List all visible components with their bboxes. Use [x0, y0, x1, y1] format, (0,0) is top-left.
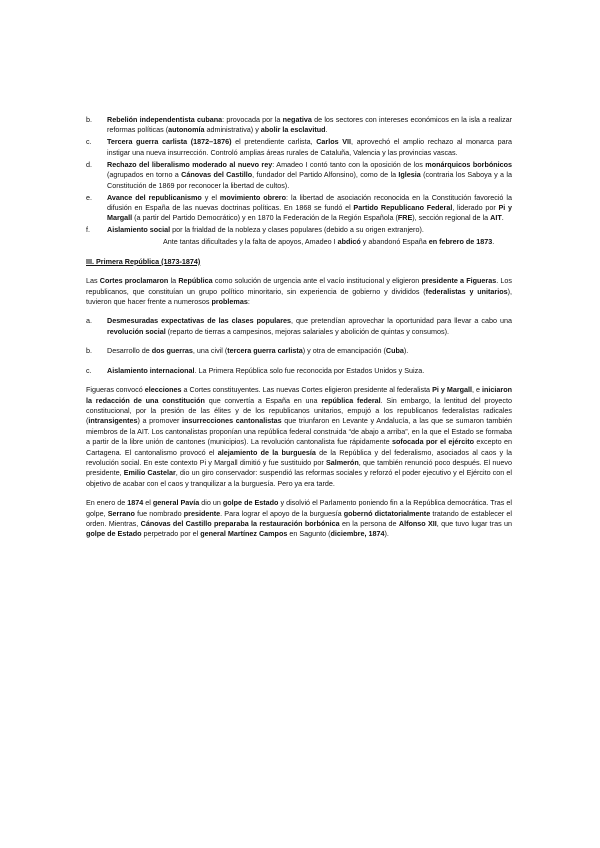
bold-text: insurrecciones cantonalistas — [182, 416, 282, 426]
text-run: . La Primera República solo fue reconocida por Estados Unidos y Suiza. — [194, 365, 425, 375]
text-run: : la libertad de asociación reconocida en la Constitución favoreció la difusión en España de las nuevas doctrinas políticas. En 1868 se fundó el — [107, 192, 512, 213]
bold-text: Emilio Castelar — [123, 468, 176, 478]
bold-text: Iglesia — [398, 170, 421, 180]
bold-text: general Pavía — [152, 498, 200, 508]
text-run: , una civil ( — [192, 346, 228, 356]
list-marker: c. — [86, 137, 92, 147]
text-run: el — [143, 498, 153, 508]
list-marker: c. — [86, 365, 92, 375]
figueras-paragraph — [86, 385, 512, 489]
list-item-text — [107, 225, 512, 235]
bold-text: FRE — [397, 213, 413, 223]
bold-text: autonomía — [168, 125, 205, 135]
bold-text: abolir la esclavitud — [260, 125, 326, 135]
list-item — [86, 137, 512, 158]
text-run: . — [325, 125, 328, 135]
text-run: (agrupados en torno a — [107, 170, 182, 180]
bold-text: Pi y Margall — [432, 385, 473, 395]
bold-text: Cortes proclamaron — [99, 276, 169, 286]
text-run: Figueras convocó — [86, 385, 145, 395]
list-item — [86, 193, 512, 224]
bold-text: Alfonso XII — [398, 518, 437, 528]
problems-list — [86, 316, 512, 376]
bold-text: Rebelión independentista cubana — [107, 115, 223, 124]
document-body — [86, 115, 512, 549]
list-marker: b. — [86, 115, 92, 124]
list-item — [86, 225, 512, 235]
text-run: : provocada por la — [222, 115, 283, 124]
text-run: ) y otra de emancipación ( — [302, 346, 386, 356]
text-run: la — [168, 276, 179, 286]
list-item-text — [107, 193, 512, 224]
text-run: por la frialdad de la nobleza y clases populares (debido a su origen extranjero). — [170, 225, 424, 235]
bold-text: Partido Republicano Federal — [353, 203, 453, 213]
text-run: (contraria los Saboya y a la Constitución de 1869 por reconocer la libertad de cultos). — [107, 170, 513, 190]
text-run: y el — [201, 192, 220, 202]
bold-text: iniciaron la redacción de una constitución — [86, 385, 512, 405]
causes-list — [86, 115, 512, 236]
text-run: como solución de urgencia ante el vacío institucional y eligieron — [212, 276, 422, 286]
text-run: Las — [86, 276, 100, 286]
list-item-text — [107, 160, 512, 191]
section-title: III. Primera República (1873-1874) — [86, 256, 201, 266]
pavia-paragraph — [86, 498, 512, 540]
text-run: fue nombrado — [134, 508, 184, 518]
bold-text: general Martínez Campos — [200, 529, 288, 539]
bold-text: república federal — [321, 395, 381, 405]
text-run: . Sin embargo, la lentitud del proyecto constitucional, por la presión de las élites y de los republicanos unitarios, empujó a los republicanos federalistas radicales ( — [86, 395, 512, 426]
bold-text: Carlos VII — [316, 137, 351, 147]
bold-text: dos guerras — [151, 346, 193, 356]
text-run: : — [247, 297, 250, 307]
list-item — [86, 115, 512, 136]
bold-text: Salmerón — [325, 457, 359, 467]
list-item — [86, 160, 512, 191]
list-marker: d. — [86, 159, 92, 169]
text-run: . — [492, 237, 495, 247]
text-run: tratando de establecer el orden. Mientras, — [86, 508, 512, 528]
bold-text: alejamiento de la burguesía — [217, 447, 316, 457]
text-run: el pretendiente carlista, — [231, 137, 317, 147]
text-run: dio un — [199, 498, 223, 508]
text-run: , que tuvo lugar tras un — [436, 518, 512, 528]
list-marker: a. — [86, 316, 92, 326]
bold-text: intransigentes — [88, 416, 138, 426]
bold-text: sofocada por el ejército — [392, 437, 474, 447]
text-run: en la persona de — [339, 518, 399, 528]
text-run: ). — [403, 346, 409, 356]
text-run: : Amadeo I contó tanto con la oposición de los — [272, 159, 426, 169]
bold-text: federalistas y unitarios — [425, 286, 508, 296]
text-run: ). — [384, 529, 389, 539]
text-run: y abandonó España — [360, 237, 429, 247]
bold-text: golpe de Estado — [222, 498, 279, 508]
intro-paragraph — [86, 276, 512, 307]
text-run: En enero de — [86, 498, 128, 508]
text-run: ) a promover — [137, 416, 183, 426]
text-run: . Los republicanos, que constituían un grupo político minoritario, sin experiencia de gobierno y divididos ( — [86, 276, 513, 296]
list-item-text — [107, 346, 512, 356]
bold-text: tercera guerra carlista — [227, 346, 303, 356]
list-item — [86, 346, 512, 356]
bold-text: Cuba — [385, 346, 404, 356]
bold-text: Desmesuradas expectativas de las clases populares — [107, 316, 291, 326]
bold-text: Tercera guerra carlista (1872–1876) — [107, 137, 232, 147]
text-run: . Para lograr el apoyo de la burguesía — [220, 508, 344, 518]
list-item-text — [107, 316, 512, 337]
list-item-text — [107, 366, 512, 376]
text-run: que triunfaron en Levante y Andalucía, a las que se sumaron también miembros de la AIT. Los cantonalistas proponían una república federal construida “de abajo a arriba”, en la que el Estado se formaba a partir de la libre unión de cantones (municipios). La revolución cantonalista fue rápidamente — [86, 416, 512, 447]
abdication-paragraph — [107, 237, 512, 247]
bold-text: República — [178, 276, 213, 286]
list-item — [86, 316, 512, 337]
bold-text: diciembre, 1874 — [330, 529, 385, 539]
text-run: de los sectores con intereses económicos en la isla a realizar reformas políticas ( — [107, 115, 512, 135]
bold-text: Aislamiento social — [107, 225, 171, 235]
text-run: Desarrollo de — [107, 346, 152, 356]
bold-text: gobernó dictatorialmente — [343, 508, 431, 518]
bold-text: revolución social — [107, 326, 166, 336]
text-run: , e — [472, 385, 483, 395]
text-run: en Sagunto ( — [287, 529, 331, 539]
bold-text: problemas — [211, 297, 248, 307]
text-run: , dio un giro conservador: suspendió las reformas sociales y reforzó el poder ejecutivo y el Ejército con el objetivo de acabar con el caos y tranquilizar a la burguesía. Pero ya era tarde. — [86, 468, 512, 488]
text-run: . — [501, 213, 504, 223]
text-run: ), tuvieron que hacer frente a numerosos — [86, 286, 512, 307]
bold-text: presidente — [183, 508, 221, 518]
text-run: , que también renunció poco después. El nuevo presidente, — [86, 457, 512, 478]
list-marker: f. — [86, 225, 90, 235]
text-run: y disolvió el Parlamento poniendo fin a la República democrática. Tras el golpe, — [86, 498, 513, 518]
text-run: perpetrado por el — [141, 529, 201, 539]
bold-text: Pi y Margall — [107, 203, 512, 223]
list-item-text — [107, 115, 512, 136]
text-run: Ante tantas dificultades y la falta de apoyos, Amadeo I — [163, 237, 338, 247]
bold-text: en febrero de 1873 — [428, 237, 493, 247]
bold-text: elecciones — [144, 385, 182, 395]
list-marker: e. — [86, 192, 92, 202]
bold-text: AIT — [490, 213, 502, 223]
bold-text: movimiento obrero — [219, 192, 286, 202]
bold-text: Cánovas del Castillo — [181, 170, 253, 180]
bold-text: presidente a Figueras — [421, 276, 497, 286]
text-run: , aprovechó el amplio rechazo al monarca para instigar una nueva insurrección. Controló amplias áreas rurales de Cataluña, Valencia y las provincias vascas. — [107, 137, 512, 157]
text-run: de la República y del federalismo, asociados al caos y la revolución social. En este contexto Pi y Margall dimitió y fue sustituido por — [86, 447, 512, 467]
text-run: excepto en Cartagena. El cantonalismo provocó el — [86, 437, 512, 457]
bold-text: Aislamiento internacional — [107, 365, 195, 375]
bold-text: negativa — [282, 115, 312, 124]
text-run: , liderado por — [452, 203, 499, 213]
bold-text: monárquicos borbónicos — [425, 159, 512, 169]
bold-text: Cánovas del Castillo — [140, 518, 212, 528]
text-run: ), sección regional de la — [412, 213, 491, 223]
text-run: , fundador del Partido Alfonsino), como de la — [252, 170, 399, 180]
list-marker: b. — [86, 346, 92, 356]
text-run: a Cortes constituyentes. Las nuevas Cortes eligieron presidente al federalista — [181, 385, 433, 395]
bold-text: 1874 — [127, 498, 144, 508]
bold-text: abdicó — [337, 237, 361, 247]
bold-text: Avance del republicanismo — [107, 192, 202, 202]
bold-text: Rechazo del liberalismo moderado al nuevo rey — [107, 159, 273, 169]
bold-text: preparaba la restauración borbónica — [213, 518, 340, 528]
text-run: (reparto de tierras a campesinos, mejoras salariales y abolición de quintas y consumos). — [165, 326, 449, 336]
text-run: (a partir del Partido Democrático) y en 1870 la Federación de la Región Española ( — [132, 213, 398, 223]
bold-text: golpe de Estado — [86, 529, 142, 539]
list-item-text — [107, 137, 512, 158]
bold-text: Serrano — [107, 508, 135, 518]
text-run: , que pretendían aprovechar la oportunidad para llevar a cabo una — [291, 316, 512, 326]
text-run: que convertía a España en una — [204, 395, 322, 405]
text-run: administrativa) y — [204, 125, 261, 135]
list-item — [86, 366, 512, 376]
